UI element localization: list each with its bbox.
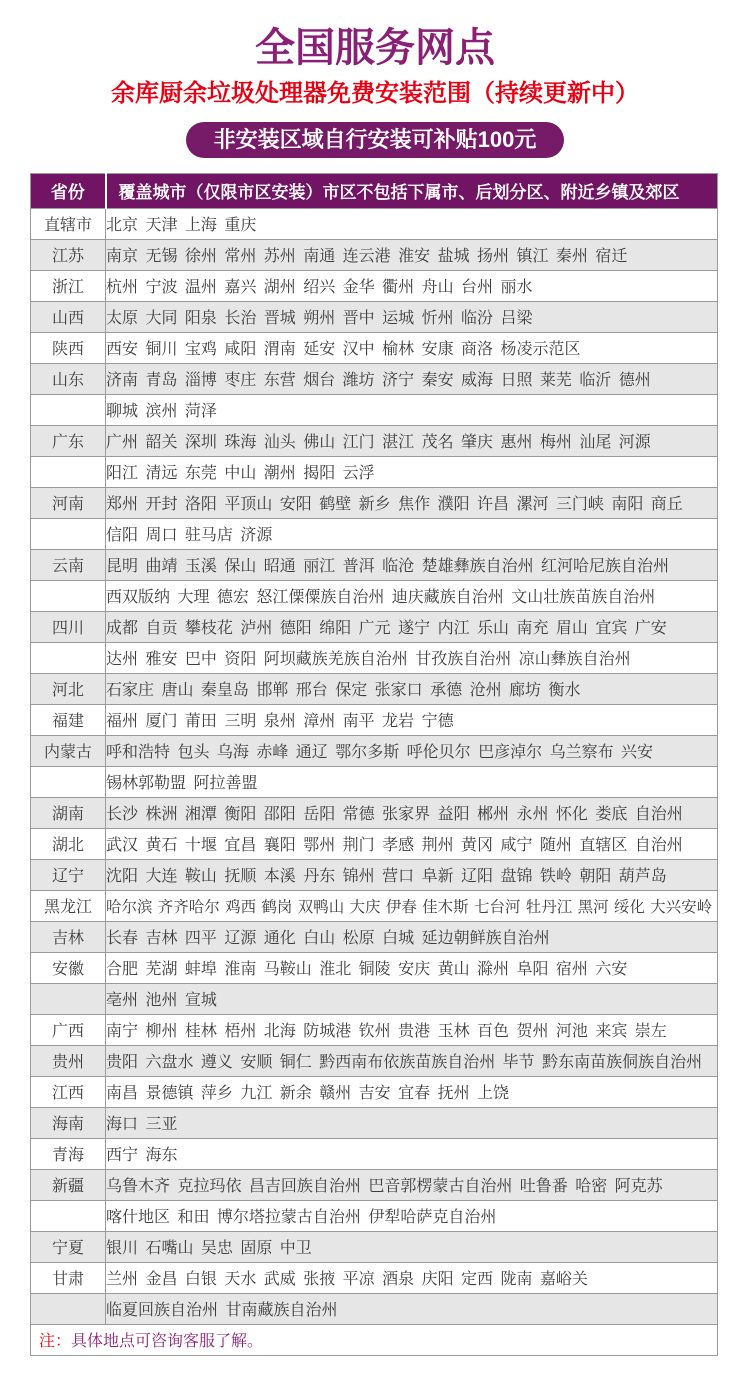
table-row [31, 766, 718, 797]
province-cell: 直辖市 [31, 208, 106, 239]
column-header-province: 省份 [31, 173, 106, 208]
table-row [31, 332, 718, 363]
cities-cell: 武汉 黄石 十堰 宜昌 襄阳 鄂州 荆门 孝感 荆州 黄冈 咸宁 随州 直辖区 自治州 [106, 828, 718, 859]
cities-cell: 石家庄 唐山 秦皇岛 邯郸 邢台 保定 张家口 承德 沧州 廊坊 衡水 [106, 673, 718, 704]
province-cell: 宁夏 [31, 1231, 106, 1262]
table-row [31, 1014, 718, 1045]
table-row [31, 1045, 718, 1076]
province-cell: 广东 [31, 425, 106, 456]
table-row [31, 425, 718, 456]
subsidy-badge-wrap [0, 122, 750, 158]
page-title: 全国服务网点 [255, 26, 495, 70]
province-cell: 广西 [31, 1014, 106, 1045]
column-header-cities: 覆盖城市（仅限市区安装）市区不包括下属市、后划分区、附近乡镇及郊区 [106, 173, 718, 208]
cities-cell: 达州 雅安 巴中 资阳 阿坝藏族羌族自治州 甘孜族自治州 凉山彝族自治州 [106, 642, 718, 673]
province-cell: 四川 [31, 611, 106, 642]
cities-cell: 海口 三亚 [106, 1107, 718, 1138]
cities-cell: 福州 厦门 莆田 三明 泉州 漳州 南平 龙岩 宁德 [106, 704, 718, 735]
table-row [31, 704, 718, 735]
service-network-table-wrap [30, 173, 720, 1356]
province-cell: 河南 [31, 487, 106, 518]
cities-cell: 临夏回族自治州 甘南藏族自治州 [106, 1293, 718, 1324]
table-row [31, 859, 718, 890]
province-cell: 湖北 [31, 828, 106, 859]
table-row [31, 735, 718, 766]
subsidy-badge: 非安装区域自行安装可补贴100元 [186, 122, 565, 158]
table-header-row [31, 173, 718, 208]
province-cell: 福建 [31, 704, 106, 735]
cities-cell: 锡林郭勒盟 阿拉善盟 [106, 766, 718, 797]
cities-cell: 昆明 曲靖 玉溪 保山 昭通 丽江 普洱 临沧 楚雄彝族自治州 红河哈尼族自治州 [106, 549, 718, 580]
table-row [31, 952, 718, 983]
cities-cell: 广州 韶关 深圳 珠海 汕头 佛山 江门 湛江 茂名 肇庆 惠州 梅州 汕尾 河源 [106, 425, 718, 456]
cities-cell: 北京 天津 上海 重庆 [106, 208, 718, 239]
cities-cell: 亳州 池州 宣城 [106, 983, 718, 1014]
table-row [31, 208, 718, 239]
province-cell: 辽宁 [31, 859, 106, 890]
page-subtitle: 余库厨余垃圾处理器免费安装范围（持续更新中） [111, 80, 639, 107]
province-cell: 安徽 [31, 952, 106, 983]
cities-cell: 南宁 柳州 桂林 梧州 北海 防城港 钦州 贵港 玉林 百色 贺州 河池 来宾 崇左 [106, 1014, 718, 1045]
table-row [31, 642, 718, 673]
province-cell: 青海 [31, 1138, 106, 1169]
table-row [31, 1231, 718, 1262]
province-cell [31, 1293, 106, 1324]
table-row [31, 1200, 718, 1231]
province-cell [31, 394, 106, 425]
table-row [31, 828, 718, 859]
province-cell: 内蒙古 [31, 735, 106, 766]
province-cell: 陕西 [31, 332, 106, 363]
note-prefix: 注： [39, 1333, 72, 1351]
cities-cell: 长沙 株洲 湘潭 衡阳 邵阳 岳阳 常德 张家界 益阳 郴州 永州 怀化 娄底 自治州 [106, 797, 718, 828]
cities-cell: 乌鲁木齐 克拉玛依 昌吉回族自治州 巴音郭楞蒙古自治州 吐鲁番 哈密 阿克苏 [106, 1169, 718, 1200]
province-cell: 山东 [31, 363, 106, 394]
province-cell: 海南 [31, 1107, 106, 1138]
province-cell [31, 642, 106, 673]
table-row [31, 363, 718, 394]
province-cell [31, 580, 106, 611]
table-row [31, 456, 718, 487]
service-network-table [30, 173, 718, 1356]
table-row [31, 983, 718, 1014]
table-row [31, 270, 718, 301]
table-row [31, 239, 718, 270]
table-row [31, 1138, 718, 1169]
province-cell: 新疆 [31, 1169, 106, 1200]
cities-cell: 聊城 滨州 菏泽 [106, 394, 718, 425]
table-row [31, 487, 718, 518]
cities-cell: 长春 吉林 四平 辽源 通化 白山 松原 白城 延边朝鲜族自治州 [106, 921, 718, 952]
cities-cell: 南京 无锡 徐州 常州 苏州 南通 连云港 淮安 盐城 扬州 镇江 秦州 宿迁 [106, 239, 718, 270]
table-row [31, 1262, 718, 1293]
province-cell: 江西 [31, 1076, 106, 1107]
province-cell [31, 766, 106, 797]
cities-cell: 合肥 芜湖 蚌埠 淮南 马鞍山 淮北 铜陵 安庆 黄山 滁州 阜阳 宿州 六安 [106, 952, 718, 983]
province-cell [31, 456, 106, 487]
table-row [31, 1169, 718, 1200]
table-row [31, 611, 718, 642]
table-row [31, 1293, 718, 1324]
table-row [31, 518, 718, 549]
province-cell: 江苏 [31, 239, 106, 270]
cities-cell: 杭州 宁波 温州 嘉兴 湖州 绍兴 金华 衢州 舟山 台州 丽水 [106, 270, 718, 301]
province-cell: 吉林 [31, 921, 106, 952]
note-row [31, 1324, 718, 1355]
table-row [31, 921, 718, 952]
province-cell: 贵州 [31, 1045, 106, 1076]
province-cell: 河北 [31, 673, 106, 704]
cities-cell: 西双版纳 大理 德宏 怒江傈僳族自治州 迪庆藏族自治州 文山壮族苗族自治州 [106, 580, 718, 611]
cities-cell: 阳江 清远 东莞 中山 潮州 揭阳 云浮 [106, 456, 718, 487]
province-cell: 湖南 [31, 797, 106, 828]
cities-cell: 太原 大同 阳泉 长治 晋城 朔州 晋中 运城 忻州 临汾 吕梁 [106, 301, 718, 332]
cities-cell: 贵阳 六盘水 遵义 安顺 铜仁 黔西南布依族苗族自治州 毕节 黔东南苗族侗族自治州 [106, 1045, 718, 1076]
province-cell: 山西 [31, 301, 106, 332]
table-row [31, 394, 718, 425]
note-text: 具体地点可咨询客服了解。 [71, 1333, 264, 1351]
province-cell [31, 983, 106, 1014]
cities-cell: 银川 石嘴山 吴忠 固原 中卫 [106, 1231, 718, 1262]
cities-cell: 郑州 开封 洛阳 平顶山 安阳 鹤壁 新乡 焦作 濮阳 许昌 漯河 三门峡 南阳 商丘 [106, 487, 718, 518]
cities-cell: 信阳 周口 驻马店 济源 [106, 518, 718, 549]
table-row [31, 301, 718, 332]
province-cell [31, 518, 106, 549]
province-cell: 甘肃 [31, 1262, 106, 1293]
cities-cell: 济南 青岛 淄博 枣庄 东营 烟台 潍坊 济宁 秦安 威海 日照 莱芜 临沂 德州 [106, 363, 718, 394]
cities-cell: 南昌 景德镇 萍乡 九江 新余 赣州 吉安 宜春 抚州 上饶 [106, 1076, 718, 1107]
note-cell [31, 1324, 718, 1355]
cities-cell: 喀什地区 和田 博尔塔拉蒙古自治州 伊犁哈萨克自治州 [106, 1200, 718, 1231]
cities-cell: 哈尔滨 齐齐哈尔 鸡西 鹤岗 双鸭山 大庆 伊春 佳木斯 七台河 牡丹江 黑河 绥化 大兴安岭 [106, 890, 718, 921]
cities-cell: 成都 自贡 攀枝花 泸州 德阳 绵阳 广元 遂宁 内江 乐山 南充 眉山 宜宾 广安 [106, 611, 718, 642]
table-row [31, 797, 718, 828]
cities-cell: 西安 铜川 宝鸡 咸阳 渭南 延安 汉中 榆林 安康 商洛 杨凌示范区 [106, 332, 718, 363]
table-row [31, 1076, 718, 1107]
cities-cell: 呼和浩特 包头 乌海 赤峰 通辽 鄂尔多斯 呼伦贝尔 巴彦淖尔 乌兰察布 兴安 [106, 735, 718, 766]
table-row [31, 673, 718, 704]
table-row [31, 890, 718, 921]
cities-cell: 兰州 金昌 白银 天水 武威 张掖 平凉 酒泉 庆阳 定西 陇南 嘉峪关 [106, 1262, 718, 1293]
province-cell: 黑龙江 [31, 890, 106, 921]
province-cell: 云南 [31, 549, 106, 580]
province-cell: 浙江 [31, 270, 106, 301]
table-row [31, 549, 718, 580]
province-cell [31, 1200, 106, 1231]
cities-cell: 西宁 海东 [106, 1138, 718, 1169]
table-row [31, 1107, 718, 1138]
table-row [31, 580, 718, 611]
cities-cell: 沈阳 大连 鞍山 抚顺 本溪 丹东 锦州 营口 阜新 辽阳 盘锦 铁岭 朝阳 葫芦岛 [106, 859, 718, 890]
